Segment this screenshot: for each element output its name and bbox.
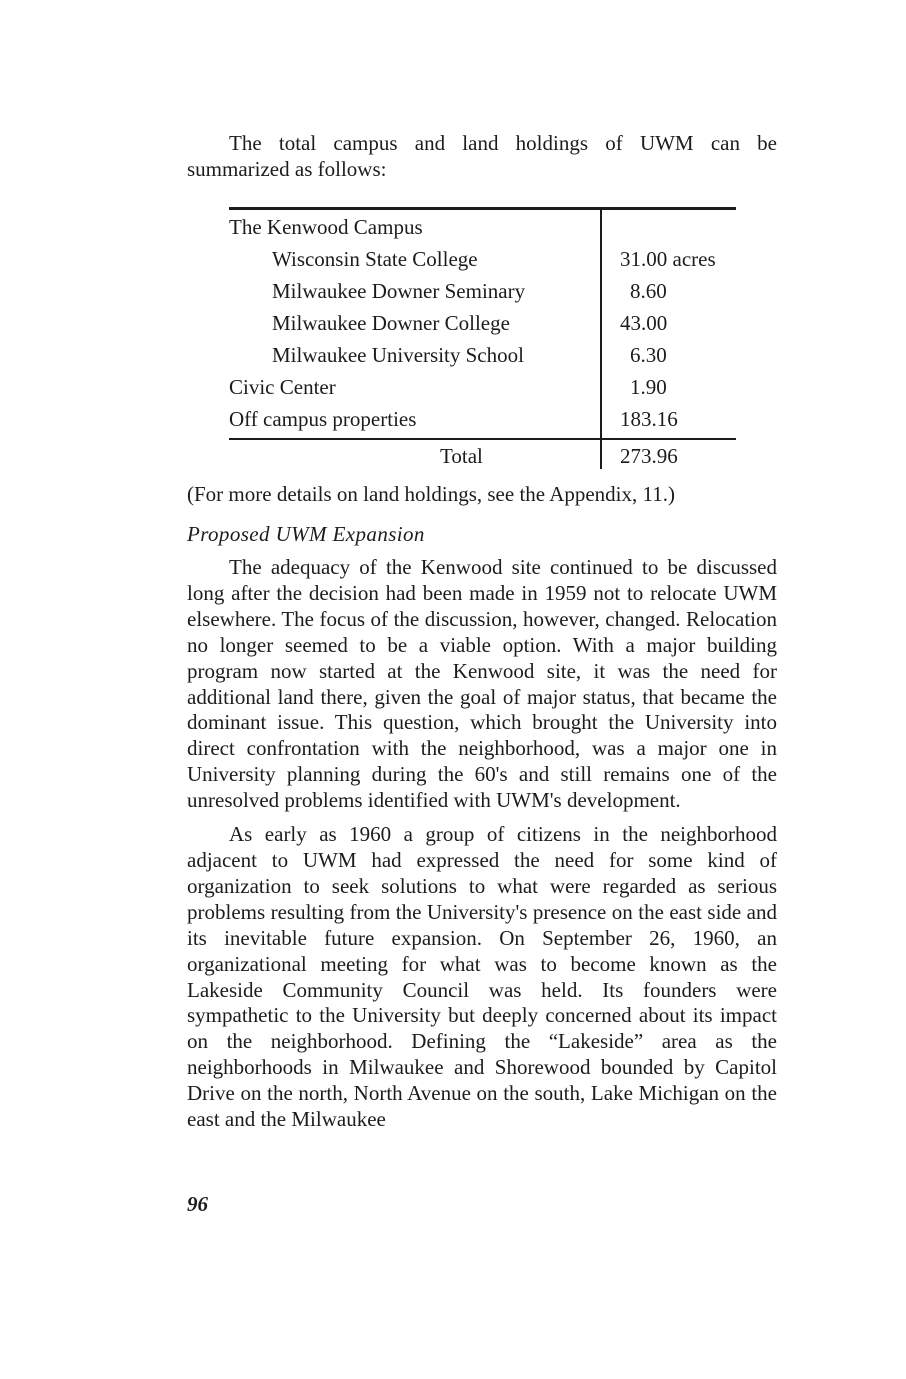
table-row-label: Milwaukee University School [272, 343, 524, 367]
table-row-value: 8.60 [630, 279, 667, 303]
body-paragraph: The adequacy of the Kenwood site continued to be discussed long after the decision had been made in 1959 not to relocate UWM elsewhere. The focus of the discussion, however, changed. Relocation no longer seemed to be a viable option. With a major building program now started at the Kenwood site, it was the need for additional land there, given the goal of major status, that became the dominant issue. This question, which brought the University into direct confrontation with the neighborhood, was a major one in University planning during the 60's and still remains one of the unresolved problems identified with UWM's development. [187, 555, 777, 813]
appendix-note: (For more details on land holdings, see the Appendix, 11.) [187, 482, 675, 506]
table-total-rule [229, 438, 736, 440]
table-total-label: Total [440, 444, 483, 468]
table-column-divider [600, 207, 602, 469]
table-row-label: Milwaukee Downer Seminary [272, 279, 526, 303]
body-text [187, 555, 777, 1141]
table-row-value: 43.00 [620, 311, 668, 335]
body-paragraph: As early as 1960 a group of citizens in the neighborhood adjacent to UWM had expressed the need for some kind of organization to seek solutions to what were regarded as serious problems resulting from the University's presence on the east side and its inevitable future expansion. On September 26, 1960, an organizational meeting for what was to become known as the Lakeside Community Council was held. Its founders were sympathetic to the University but deeply concerned about its impact on the neighborhood. Defining the “Lakeside” area as the neighborhoods in Milwaukee and Shorewood bounded by Capitol Drive on the north, North Avenue on the south, Lake Michigan on the east and the Milwaukee [187, 822, 777, 1132]
table-row-label: Civic Center [229, 375, 336, 399]
section-heading: Proposed UWM Expansion [187, 522, 425, 546]
table-total-value: 273.96 [620, 444, 678, 468]
table-row-label: Wisconsin State College [272, 247, 478, 271]
table-top-rule [229, 207, 736, 210]
table-row-value: 31.00 acres [620, 247, 716, 271]
table-row-value: 183.16 [620, 407, 678, 431]
table-row-label: Off campus properties [229, 407, 417, 431]
table-row-label: The Kenwood Campus [229, 215, 423, 239]
table-row-value: 1.90 [630, 375, 667, 399]
intro-paragraph: The total campus and land holdings of UWM can be summarized as follows: [187, 131, 777, 181]
table-row-value: 6.30 [630, 343, 667, 367]
land-holdings-table [229, 207, 736, 469]
table-row-label: Milwaukee Downer College [272, 311, 510, 335]
page-number: 96 [187, 1192, 208, 1216]
